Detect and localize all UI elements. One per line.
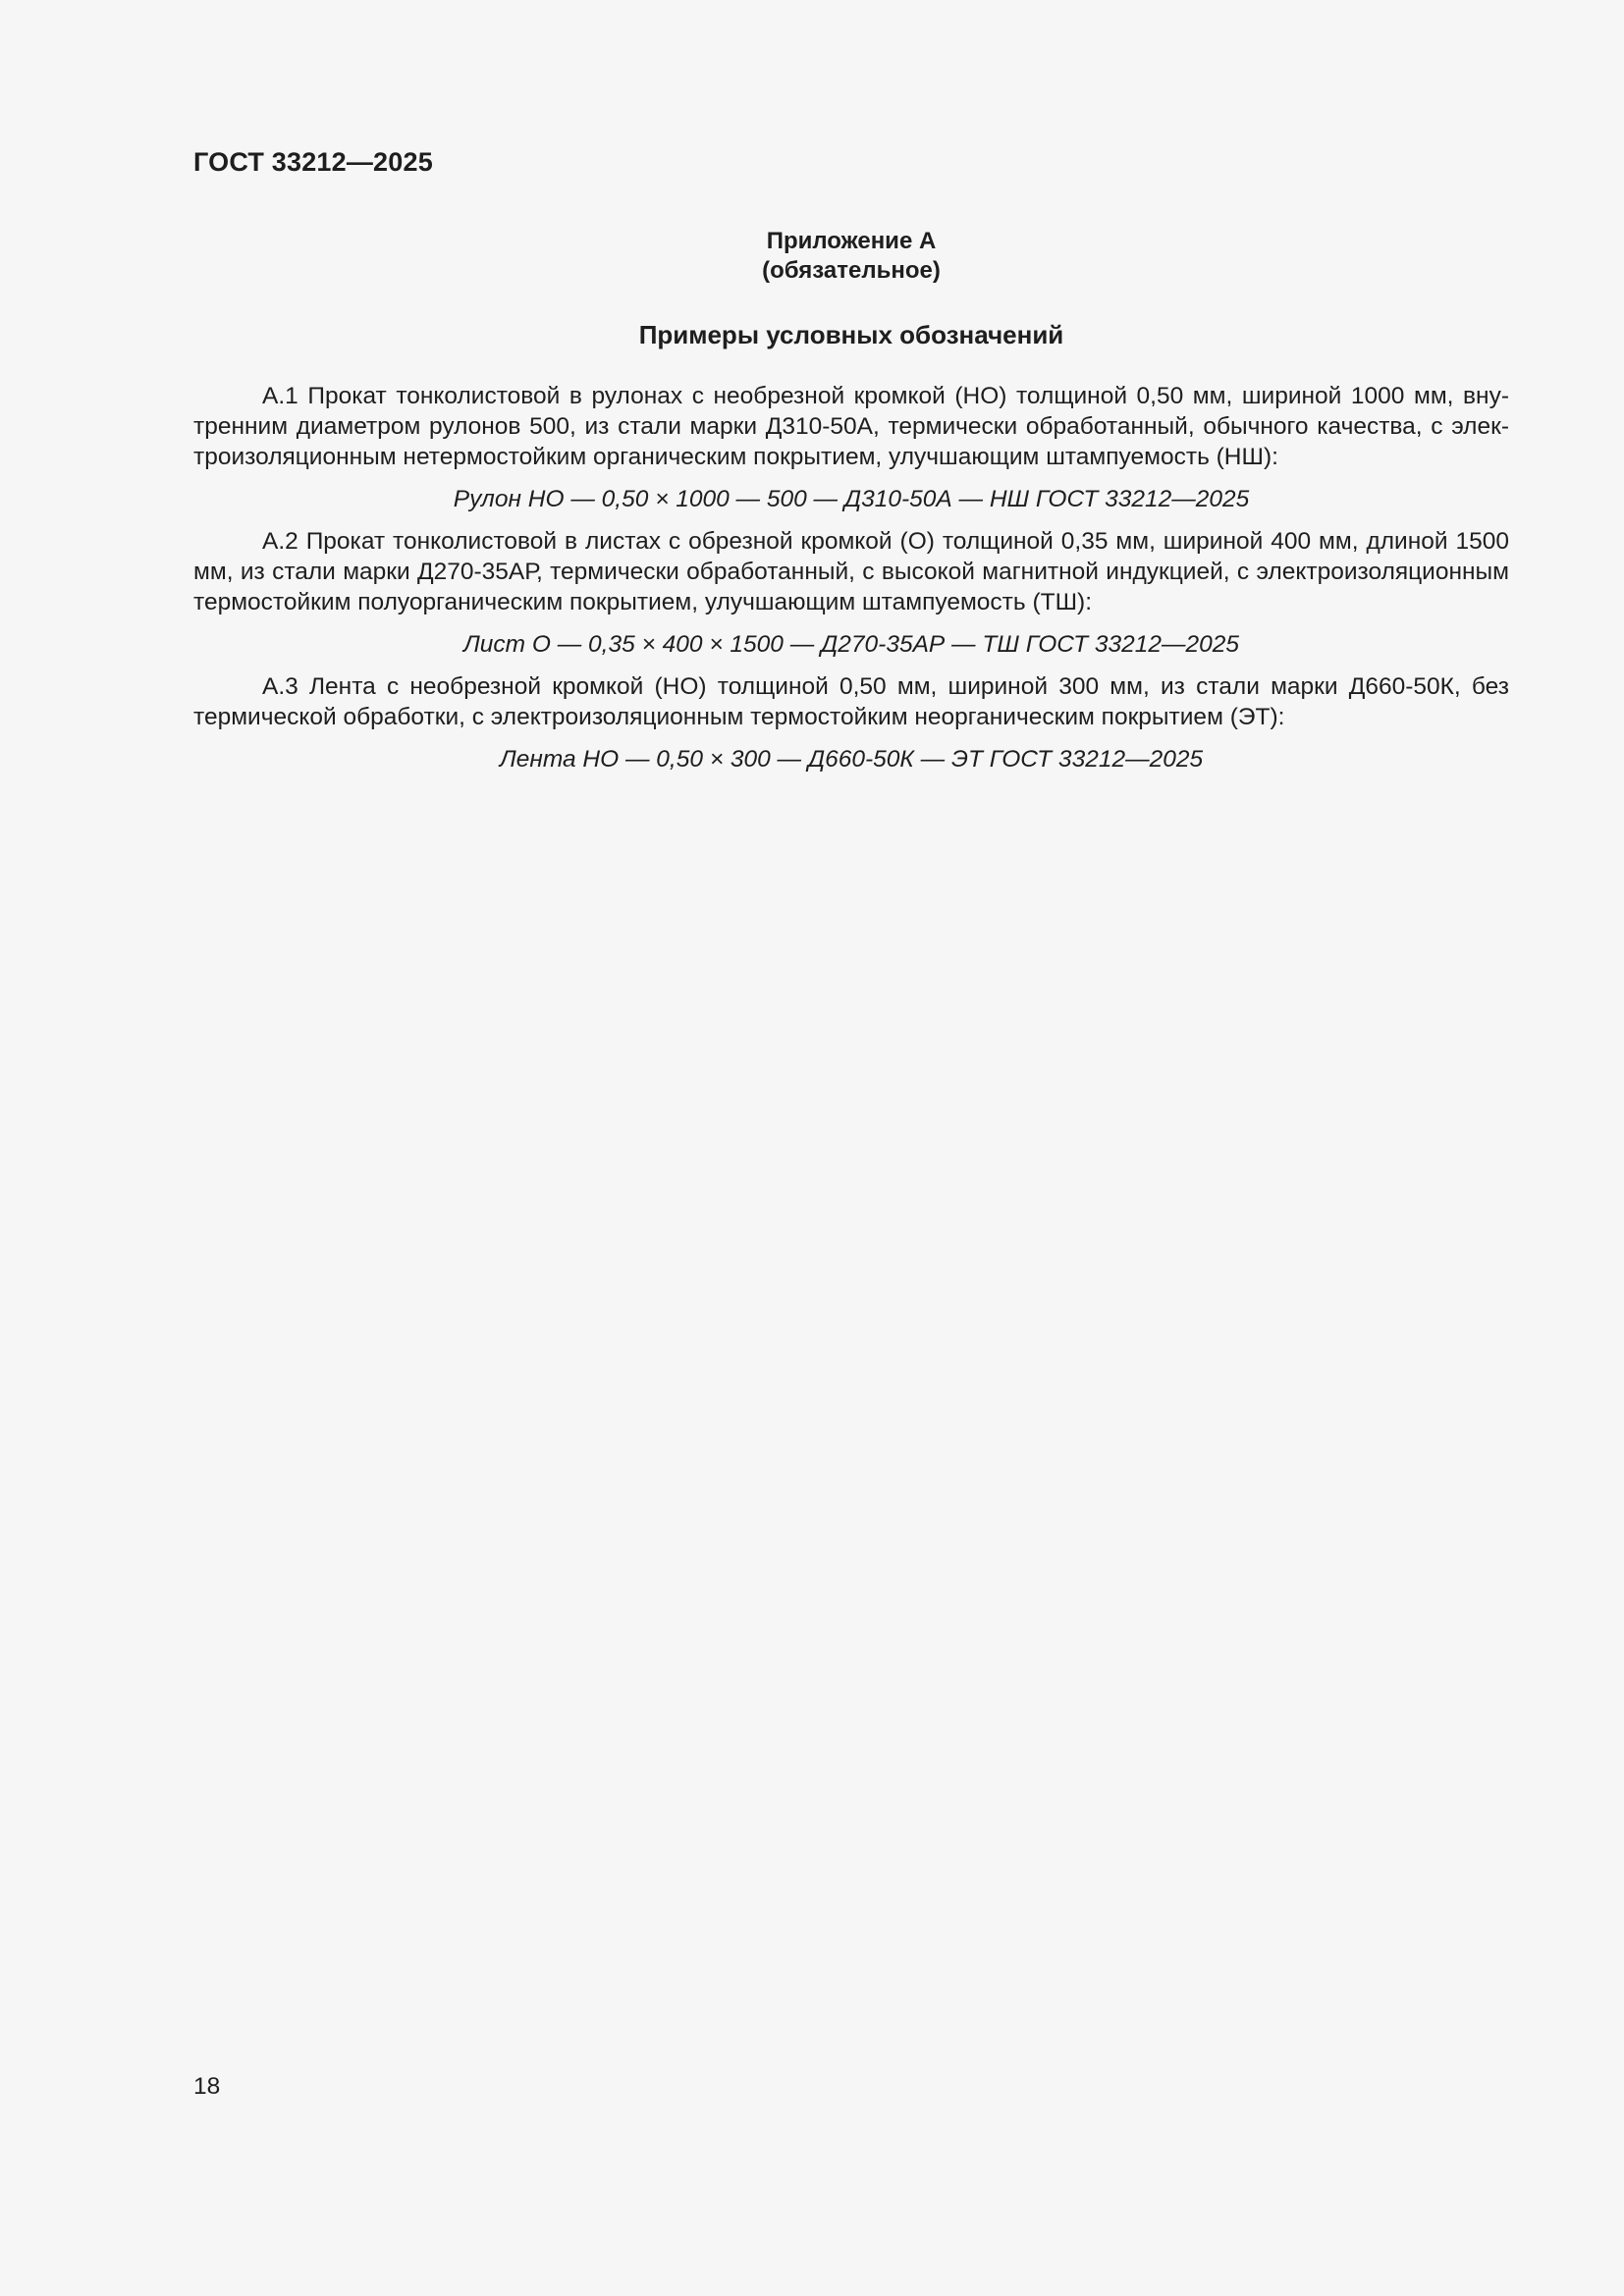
page-number: 18 (193, 2073, 221, 2100)
appendix-status: (обязательное) (762, 257, 941, 284)
item-a2-text: А.2 Прокат тонколистовой в листах с обрезной кромкой (О) толщиной 0,35 мм, шириной 400 мм, длиной 1500 мм, из стали марки Д270-35АР, термически обработанный, с высокой магнитной индукцией, с электроизоляционным термостойким полуорганическим покрытием, улучшающим штампуемость (ТШ): (193, 528, 1509, 615)
section-title: Примеры условных обозначений (638, 320, 1064, 349)
section-body (193, 381, 1509, 786)
item-a2-designation: Лист О — 0,35 × 400 × 1500 — Д270-35АР — ТШ ГОСТ 33212—2025 (462, 631, 1240, 658)
appendix-title: Приложение А (766, 228, 937, 254)
item-a3-designation: Лента НО — 0,50 × 300 — Д660-50К — ЭТ ГОСТ 33212—2025 (499, 746, 1204, 773)
item-a1-text: А.1 Прокат тонколистовой в рулонах с необрезной кромкой (НО) толщиной 0,50 мм, шириной 1000 мм, внутренним диаметром рулонов 500, из стали марки Д310-50А, термически обработанный, обычного качества, с электроизоляционным нетермостойким органическим покрытием, улучшающим штампуемость (НШ): (193, 383, 1509, 470)
item-a3-text: А.3 Лента с необрезной кромкой (НО) толщиной 0,50 мм, шириной 300 мм, из стали марки Д660-50К, без термической обработки, с электроизоляционным термостойким неорганическим покрытием (ЭТ): (193, 673, 1509, 730)
item-a1-designation: Рулон НО — 0,50 × 1000 — 500 — Д310-50А — НШ ГОСТ 33212—2025 (453, 486, 1250, 512)
appendix-heading (193, 227, 1509, 286)
document-code: ГОСТ 33212—2025 (193, 147, 433, 177)
